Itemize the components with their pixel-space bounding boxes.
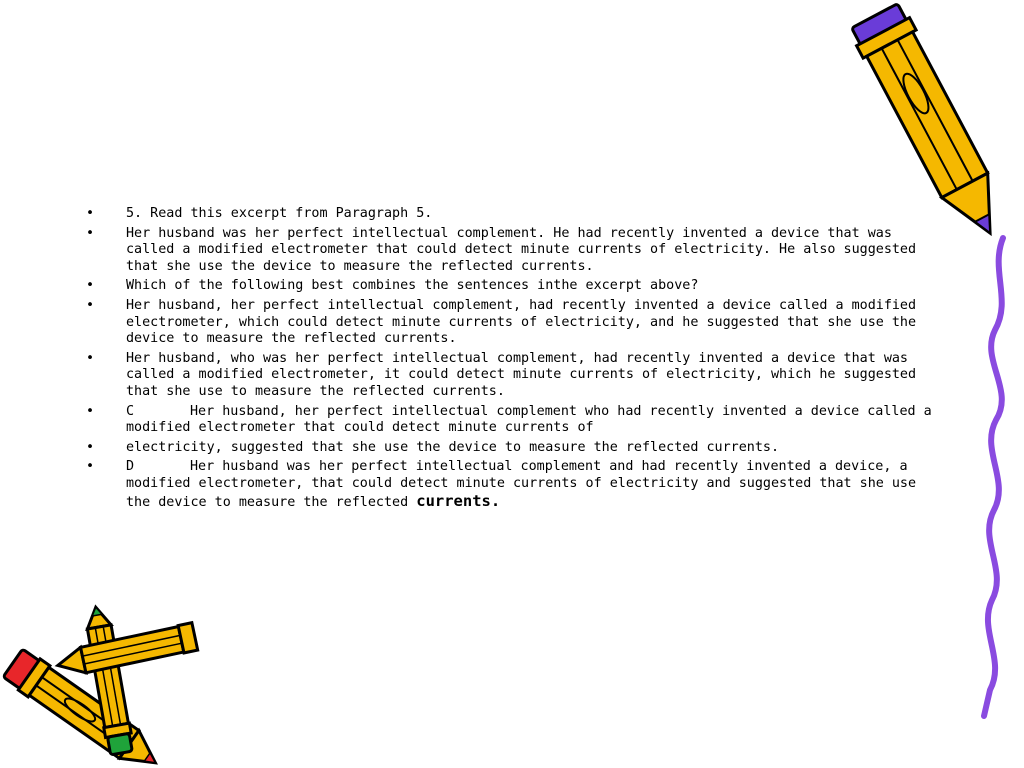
bullet-marker: • bbox=[86, 225, 95, 241]
bullet-marker: • bbox=[86, 297, 95, 313]
list-item-text: Her husband, her perfect intellectual complement who had recently invented a device called a modified electrometer that could detect minute currents of bbox=[126, 403, 932, 436]
list-item bbox=[86, 404, 946, 437]
list-item-text: electricity, suggested that she use the device to measure the reflected currents. bbox=[126, 439, 780, 455]
list-item-text: Her husband, who was her perfect intellectual complement, had recently invented a device that was called a modified electrometer, it could detect minute currents of electricity, which he suggested that she use to measure the reflected currents. bbox=[126, 350, 917, 399]
list-item bbox=[86, 440, 946, 457]
bullet-marker: • bbox=[86, 439, 95, 455]
bullet-marker: • bbox=[86, 459, 95, 475]
bullet-marker: • bbox=[86, 350, 95, 366]
list-item-text: Her husband, her perfect intellectual complement, had recently invented a device called a modified electrometer, which could detect minute currents of electricity, and he suggested that she use the device to measure the reflected currents. bbox=[126, 297, 917, 347]
list-item bbox=[86, 351, 946, 401]
list-item-text: Her husband was her perfect intellectual complement. He had recently invented a device that was called a modified electrometer that could detect minute currents of electricity. He also suggested that she use the device to measure the reflected currents. bbox=[126, 225, 917, 274]
list-item bbox=[86, 459, 946, 511]
list-item bbox=[86, 278, 946, 295]
list-item bbox=[86, 298, 946, 348]
bullet-marker: • bbox=[86, 278, 95, 294]
bullet-list bbox=[86, 206, 946, 514]
list-item-tail: currents. bbox=[416, 491, 501, 510]
list-item-text: Which of the following best combines the sentences inthe excerpt above? bbox=[126, 278, 699, 294]
option-letter: D bbox=[126, 459, 135, 475]
list-item bbox=[86, 226, 946, 276]
bullet-marker: • bbox=[86, 206, 95, 221]
list-item bbox=[86, 206, 946, 223]
list-item-text: 5. Read this excerpt from Paragraph 5. bbox=[126, 206, 433, 221]
bullet-marker: • bbox=[86, 403, 95, 419]
option-letter: C bbox=[126, 403, 135, 419]
list-item-text: Her husband was her perfect intellectual complement and had recently invented a device, a modified electrometer, that could detect minute currents of electricity and suggested that she use the device to measure the reflected bbox=[126, 459, 917, 510]
